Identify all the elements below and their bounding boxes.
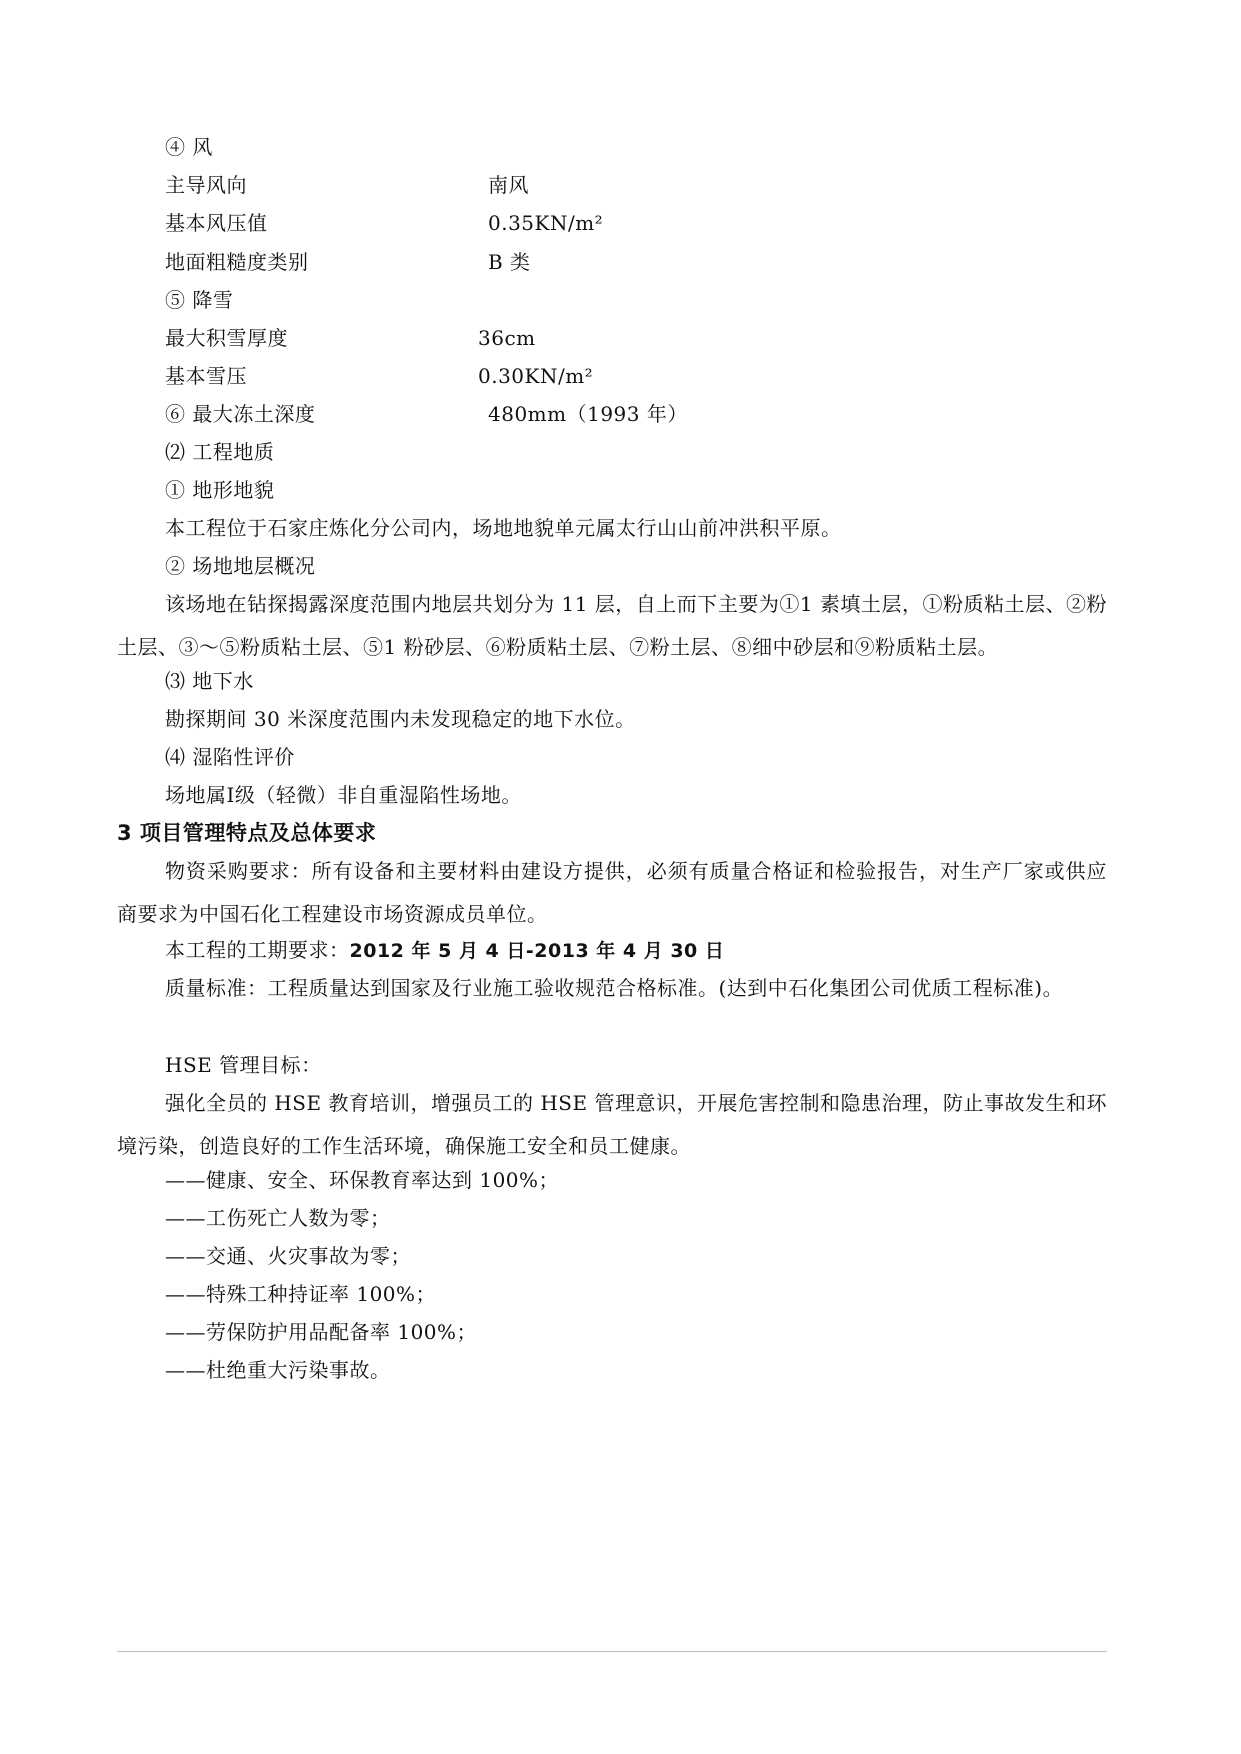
groundwater-heading: ⑶ 地下水 — [165, 669, 254, 693]
procurement-text: 物资采购要求：所有设备和主要材料由建设方提供，必须有质量合格证和检验报告，对生产厂家或供应商要求为中国石化工程建设市场资源成员单位。 — [117, 859, 1107, 926]
schedule-line — [165, 935, 724, 966]
wind-row-label: 地面粗糙度类别 — [165, 250, 309, 274]
section-title: 3 项目管理特点及总体要求 — [117, 821, 377, 845]
schedule-prefix: 本工程的工期要求： — [165, 938, 350, 962]
snow-row-value: 0.30KN/m² — [478, 364, 594, 388]
geology-heading: ⑵ 工程地质 — [165, 440, 275, 464]
target-item: ——健康、安全、环保教育率达到 100%； — [165, 1168, 560, 1192]
wind-row-value: 南风 — [488, 173, 529, 197]
snow-row-label: 最大积雪厚度 — [165, 326, 288, 350]
target-item: ——交通、火灾事故为零； — [165, 1244, 411, 1268]
strata-heading: ② 场地地层概况 — [165, 554, 316, 578]
frost-value: 480mm（1993 年） — [488, 402, 688, 426]
collapsibility-text: 场地属Ⅰ级（轻微）非自重湿陷性场地。 — [165, 783, 522, 807]
hse-heading: HSE 管理目标： — [165, 1053, 322, 1077]
wind-row-label: 主导风向 — [165, 173, 247, 197]
target-item: ——杜绝重大污染事故。 — [165, 1358, 391, 1382]
target-item: ——工伤死亡人数为零； — [165, 1206, 391, 1230]
snow-row-value: 36cm — [478, 326, 536, 350]
quality-text: 质量标准：工程质量达到国家及行业施工验收规范合格标准。(达到中石化集团公司优质工程标准)。 — [165, 976, 1064, 1000]
hse-text: 强化全员的 HSE 教育培训，增强员工的 HSE 管理意识，开展危害控制和隐患治理，防止事故发生和环境污染，创造良好的工作生活环境，确保施工安全和员工健康。 — [117, 1091, 1107, 1158]
snow-heading: ⑤ 降雪 — [165, 288, 234, 312]
groundwater-text: 勘探期间 30 米深度范围内未发现稳定的地下水位。 — [165, 707, 636, 731]
snow-row-label: 基本雪压 — [165, 364, 247, 388]
strata-text: 该场地在钻探揭露深度范围内地层共划分为 11 层，自上而下主要为①1 素填土层，①粉质粘土层、②粉土层、③～⑤粉质粘土层、⑤1 粉砂层、⑥粉质粘土层、⑦粉土层、⑧细中砂层和⑨粉质粘土层。 — [117, 592, 1107, 659]
footer-divider — [117, 1651, 1107, 1652]
wind-row-label: 基本风压值 — [165, 211, 268, 235]
wind-heading: ④ 风 — [165, 135, 213, 159]
target-item: ——特殊工种持证率 100%； — [165, 1282, 437, 1306]
schedule-dates: 2012 年 5 月 4 日-2013 年 4 月 30 日 — [349, 940, 725, 962]
landform-heading: ① 地形地貌 — [165, 478, 275, 502]
landform-text: 本工程位于石家庄炼化分公司内，场地地貌单元属太行山山前冲洪积平原。 — [165, 516, 842, 540]
wind-row-value: 0.35KN/m² — [488, 211, 604, 235]
wind-row-value: B 类 — [488, 250, 531, 274]
collapsibility-heading: ⑷ 湿陷性评价 — [165, 745, 295, 769]
target-item: ——劳保防护用品配备率 100%； — [165, 1320, 478, 1344]
frost-label: ⑥ 最大冻土深度 — [165, 402, 316, 426]
